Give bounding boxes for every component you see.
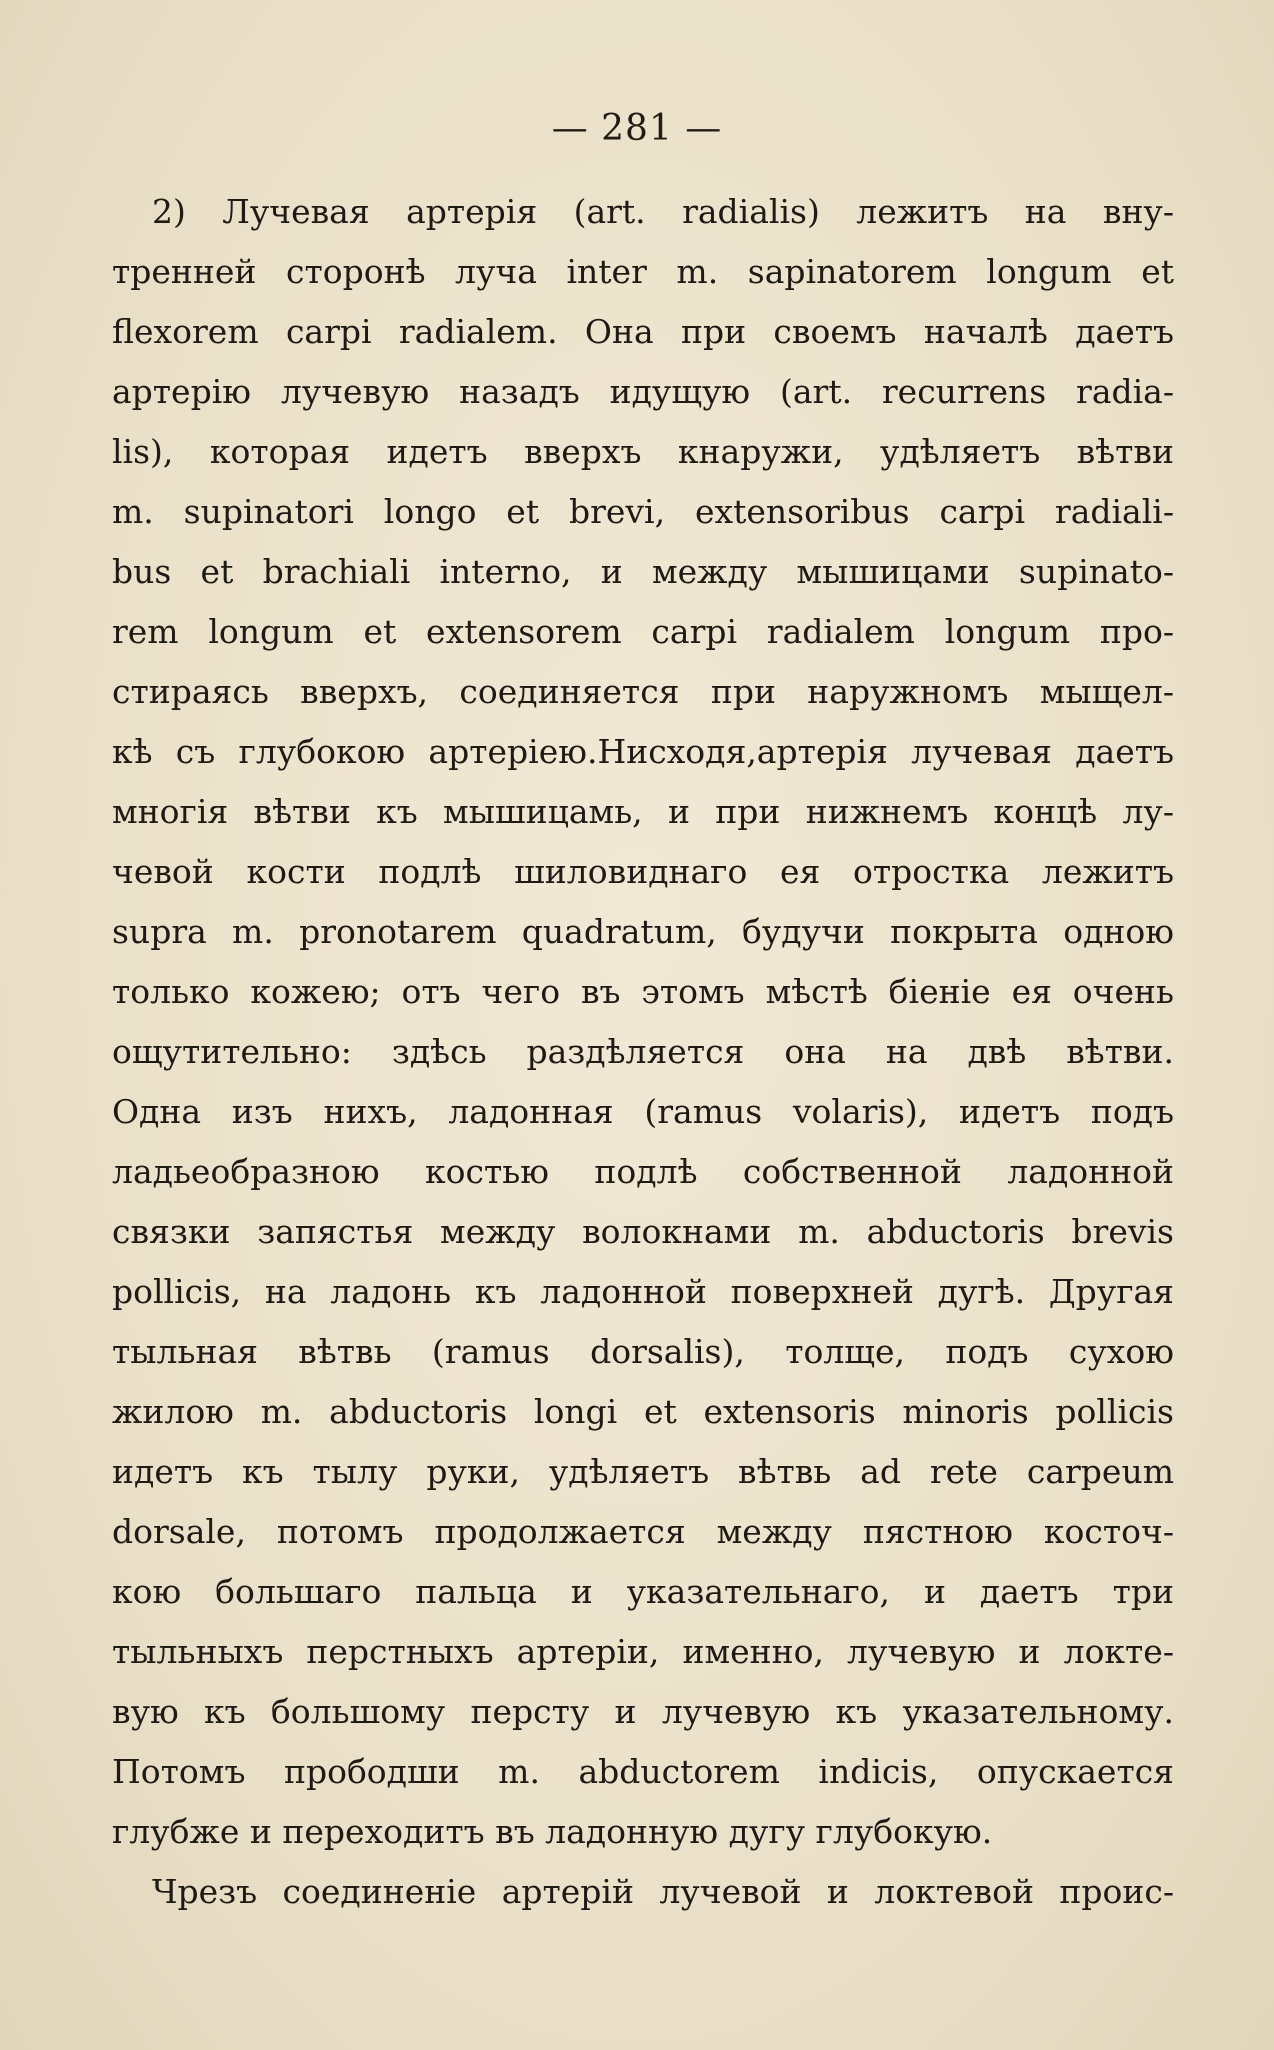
text-line: тыльныхъ перстныхъ артеріи, именно, лучевую и локте- (112, 1632, 1174, 1671)
text-line: supra m. pronotarem quadratum, будучи покрыта одною (112, 912, 1174, 951)
text-line: bus et brachiali interno, и между мышицами supinato- (112, 552, 1174, 591)
text-line: lis), которая идетъ вверхъ кнаружи, удѣляетъ вѣтви (112, 432, 1174, 471)
text-line: жилою m. abductoris longi et extensoris minoris pollicis (112, 1392, 1174, 1431)
text-line: многія вѣтви къ мышицамь, и при нижнемъ концѣ лу- (112, 792, 1174, 831)
text-line: m. supinatori longo et brevi, extensoribus carpi radiali- (112, 492, 1174, 531)
text-line: вую къ большому персту и лучевую къ указательному. (112, 1692, 1174, 1731)
text-line: стираясь вверхъ, соединяется при наружномъ мыщел- (112, 672, 1174, 711)
text-line: pollicis, на ладонь къ ладонной поверхней дугѣ. Другая (112, 1272, 1174, 1311)
text-line: связки запястья между волокнами m. abductoris brevis (112, 1212, 1174, 1251)
text-line: ладьеобразною костью подлѣ собственной ладонной (112, 1152, 1174, 1191)
text-line: тренней сторонѣ луча inter m. sapinatorem longum et (112, 252, 1174, 291)
paragraph-radial-artery (112, 182, 1174, 1862)
text-line: кою большаго пальца и указательнаго, и даетъ три (112, 1572, 1174, 1611)
text-line: ощутительно: здѣсь раздѣляется она на двѣ вѣтви. (112, 1032, 1174, 1071)
text-line: dorsale, потомъ продолжается между пястною косточ- (112, 1512, 1174, 1551)
text-line: глубже и переходитъ въ ладонную дугу глубокую. (112, 1812, 993, 1851)
text-line: кѣ съ глубокою артеріею.Нисходя,артерія лучевая даетъ (112, 732, 1174, 771)
text-line: тыльная вѣтвь (ramus dorsalis), толще, подъ сухою (112, 1332, 1174, 1371)
paragraph-anastomosis (112, 1862, 1174, 1922)
text-line: Одна изъ нихъ, ладонная (ramus volaris), идетъ подъ (112, 1092, 1174, 1131)
text-line: rem longum et extensorem carpi radialem longum про- (112, 612, 1174, 651)
text-line: чевой кости подлѣ шиловиднаго ея отростка лежитъ (112, 852, 1174, 891)
text-line: Потомъ прободши m. abductorem indicis, опускается (112, 1752, 1174, 1791)
text-line: 2) Лучевая артерія (art. radialis) лежитъ на вну- (152, 192, 1174, 231)
text-line: Чрезъ соединеніе артерій лучевой и локтевой проис- (152, 1872, 1174, 1911)
page-number: — 281 — (551, 108, 723, 149)
body-text (112, 182, 1174, 1922)
text-line: идетъ къ тылу руки, удѣляетъ вѣтвь ad rete carpeum (112, 1452, 1174, 1491)
text-line: артерію лучевую назадъ идущую (art. recurrens radia- (112, 372, 1174, 411)
text-line: flexorem carpi radialem. Она при своемъ началѣ даетъ (112, 312, 1174, 351)
text-line: только кожею; отъ чего въ этомъ мѣстѣ біеніе ея очень (112, 972, 1174, 1011)
